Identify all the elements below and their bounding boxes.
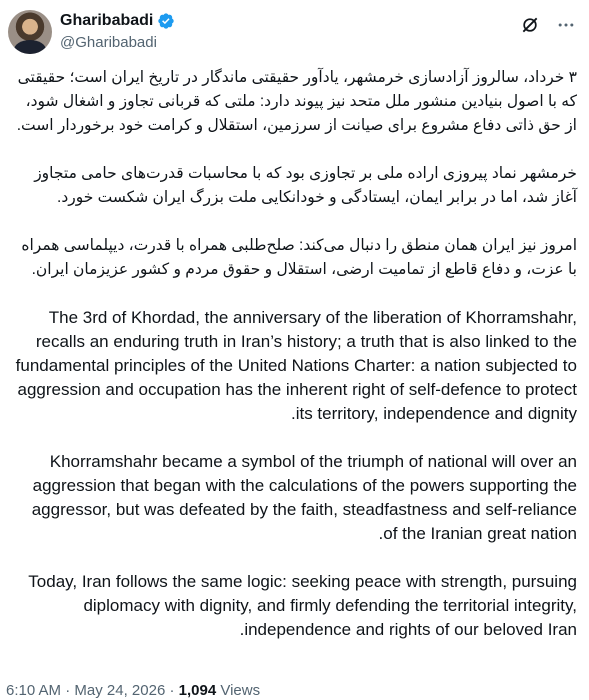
post-paragraph-en-2: Khorramshahr became a symbol of the triumph of national will over an aggression that began with the calculations of the powers supporting the aggressor, but was defeated by the faith, steadfastness and self-reliance of the Iranian great nation. (26, 452, 577, 543)
post-paragraph-fa-3: امروز نیز ایران همان منطق را دنبال می‌کند: صلح‌طلبی همراه با قدرت، دیپلماسی همراه با عزت، و دفاع قاطع از تمامیت ارضی، استقلال و حقوق مردم و کشور عزیزمان ایران. (17, 237, 577, 278)
meta-separator-2: · (165, 682, 179, 699)
post-paragraph-fa-1: ۳ خرداد، سالروز آزادسازی خرمشهر، یادآور حقیقتی ماندگار در تاریخ ایران است؛ حقیقتی که با اصول بنیادین منشور ملل متحد نیز پیوند دارد: ملتی که قربانی تجاوز و اشغال شود، از حق ذاتی دفاع مشروع برای صیانت از سرزمین، استقلال و کرامت خود برخوردار است. (13, 69, 577, 134)
views-label: Views (216, 682, 261, 699)
more-options-icon[interactable] (555, 14, 577, 36)
post-paragraph-fa-2: خرمشهر نماد پیروزی اراده ملی بر تجاوزی بود که با محاسبات قدرت‌های حامی متجاوز آغاز شد، اما در برابر ایمان، ایستادگی و خودانکایی ملت بزرگ ایران شکست خورد. (29, 165, 577, 206)
meta-separator: · (61, 682, 75, 699)
avatar[interactable] (8, 10, 52, 54)
post-text (10, 66, 577, 666)
author-name-row (60, 12, 175, 30)
post-paragraph-en-3: Today, Iran follows the same logic: seeking peace with strength, pursuing diplomacy with dignity, and firmly defending the territorial integrity, independence and rights of our beloved Iran. (23, 572, 577, 639)
post-paragraph-en-1: The 3rd of Khordad, the anniversary of the liberation of Khorramshahr, recalls an enduring truth in Iran’s history; a truth that is also linked to the fundamental principles of the United Nations Charter: a nation subjected to aggression and occupation has the inherent right of self-defence to protect its territory, independence and dignity. (10, 308, 577, 423)
views-count: 1,094 (178, 682, 217, 699)
header-actions (519, 14, 577, 36)
post-meta (6, 682, 260, 699)
grok-icon[interactable] (519, 14, 541, 36)
post-header (8, 10, 577, 56)
verified-badge-icon (157, 12, 175, 30)
post-time[interactable]: 6:10 AM (6, 682, 62, 699)
post-date[interactable]: May 24, 2026 (74, 682, 166, 699)
author-display-name[interactable]: Gharibabadi (60, 12, 154, 29)
author-handle[interactable]: @Gharibabadi (60, 34, 157, 51)
